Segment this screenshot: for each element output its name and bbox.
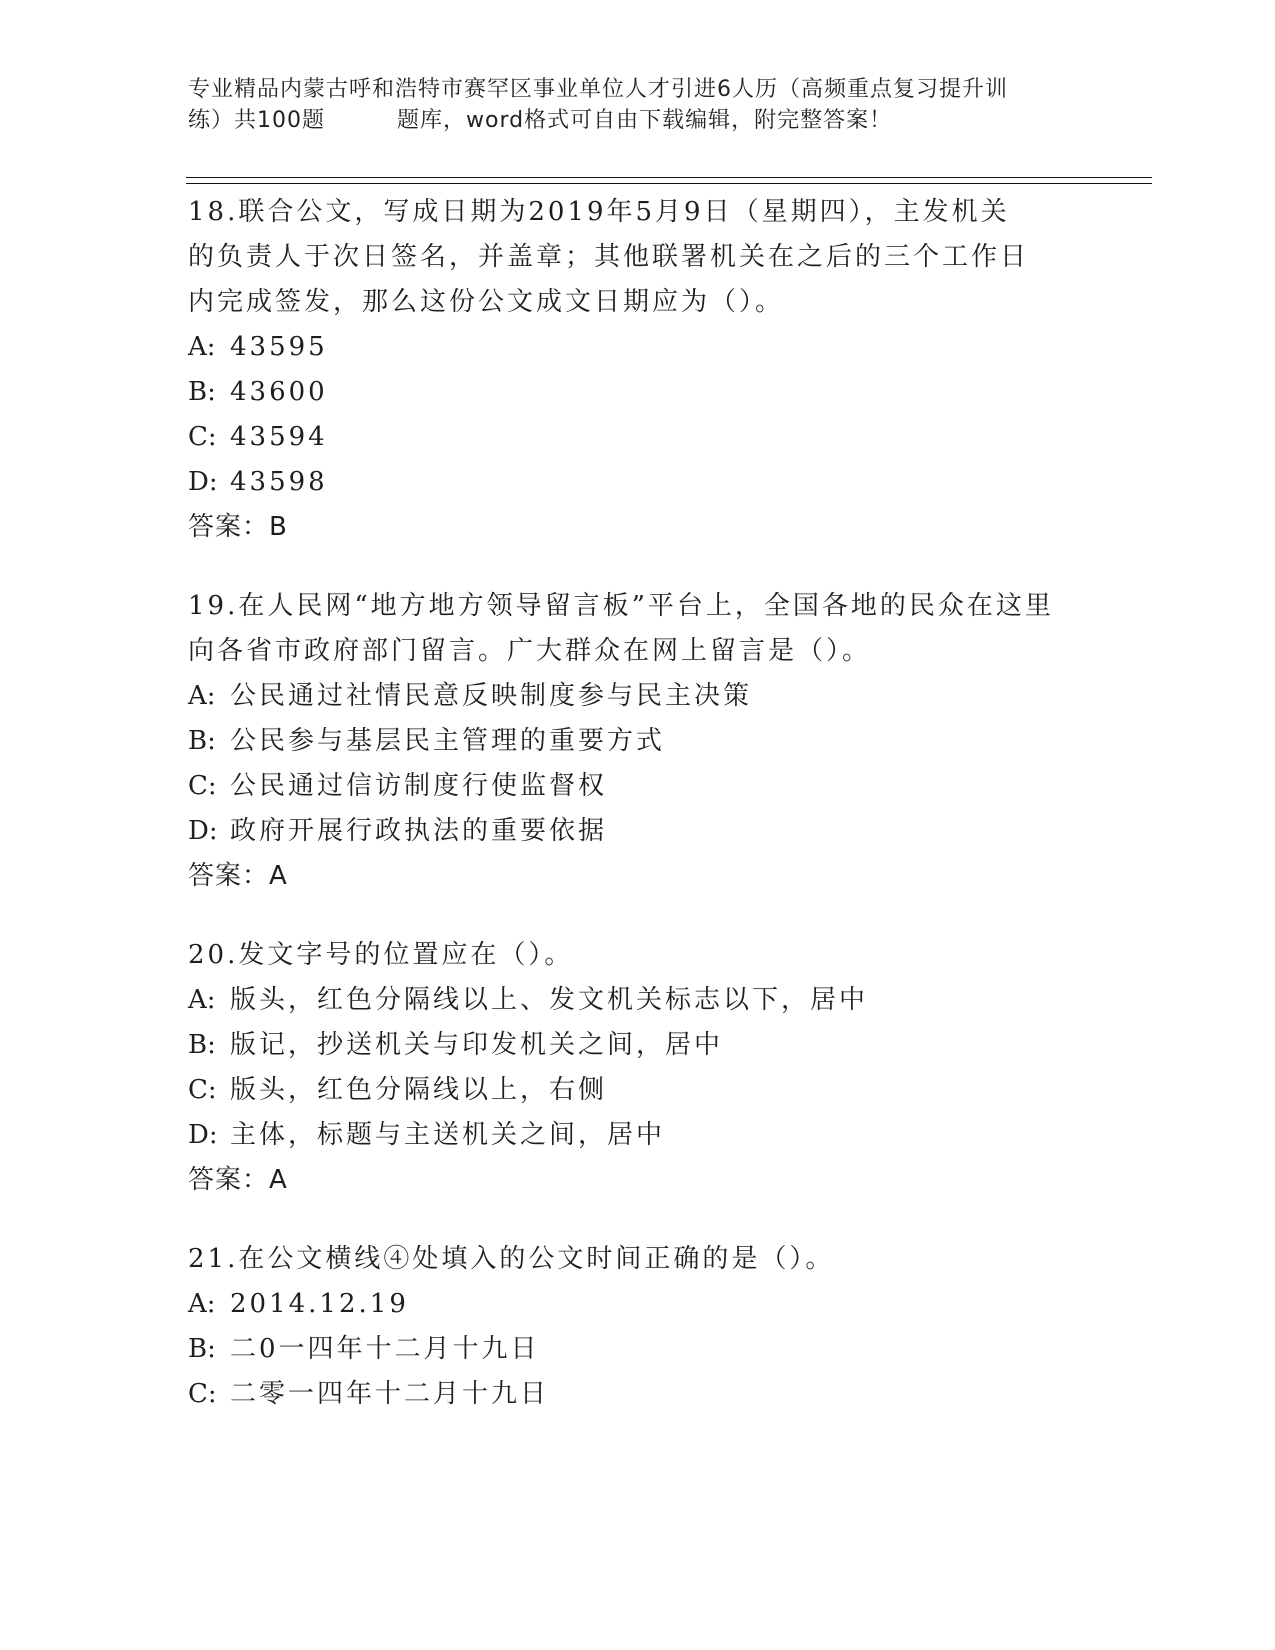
- option-letter: C:: [188, 422, 217, 452]
- option-letter: B:: [188, 377, 216, 407]
- option-letter: B:: [188, 1030, 216, 1060]
- option-text: 版头，红色分隔线以上、发文机关标志以下，居中: [230, 985, 869, 1015]
- question-text: 21.在公文横线④处填入的公文时间正确的是（）。: [188, 1244, 835, 1274]
- option-letter: D:: [188, 467, 218, 497]
- option-letter: B:: [188, 1334, 216, 1364]
- option-text: 公民通过社情民意反映制度参与民主决策: [230, 681, 753, 711]
- option-a: [188, 674, 1088, 719]
- option-d: [188, 460, 1088, 505]
- option-letter: C:: [188, 1379, 217, 1409]
- option-b: [188, 719, 1088, 764]
- option-b: [188, 1023, 1088, 1068]
- option-letter: A:: [188, 332, 216, 362]
- option-d: [188, 1113, 1088, 1158]
- option-a: [188, 325, 1088, 370]
- question-21: [188, 1237, 1088, 1417]
- option-text: 公民参与基层民主管理的重要方式: [230, 726, 666, 756]
- option-c: [188, 415, 1088, 460]
- option-letter: A:: [188, 681, 216, 711]
- option-c: [188, 764, 1088, 809]
- option-c: [188, 1372, 1088, 1417]
- option-b: [188, 1327, 1088, 1372]
- option-text: 43598: [230, 467, 328, 497]
- question-20: [188, 933, 1088, 1203]
- option-text: 43594: [230, 422, 328, 452]
- option-letter: C:: [188, 771, 217, 801]
- option-b: [188, 370, 1088, 415]
- header-divider-top: [186, 177, 1152, 178]
- option-a: [188, 978, 1088, 1023]
- option-text: 主体，标题与主送机关之间，居中: [230, 1120, 666, 1150]
- question-18: [188, 190, 1088, 550]
- option-letter: A:: [188, 985, 216, 1015]
- option-text: 政府开展行政执法的重要依据: [230, 816, 608, 846]
- header-divider-bottom: [186, 183, 1152, 184]
- option-text: 43600: [230, 377, 328, 407]
- question-list: [188, 190, 1088, 1451]
- question-text: 20.发文字号的位置应在（）。: [188, 940, 574, 970]
- header-line-1: 专业精品内蒙古呼和浩特市赛罕区事业单位人才引进6人历（高频重点复习提升训: [188, 77, 1008, 102]
- option-d: [188, 809, 1088, 854]
- question-text: 19.在人民网“地方地方领导留言板”平台上，全国各地的民众在这里向各省市政府部门留言。广大群众在网上留言是（）。: [188, 591, 1054, 666]
- option-text: 版记，抄送机关与印发机关之间，居中: [230, 1030, 724, 1060]
- question-text: 18.联合公文，写成日期为2019年5月9日（星期四），主发机关的负责人于次日签名，并盖章；其他联署机关在之后的三个工作日内完成签发，那么这份公文成文日期应为（）。: [188, 197, 1030, 317]
- option-text: 43595: [230, 332, 328, 362]
- option-c: [188, 1068, 1088, 1113]
- option-letter: D:: [188, 1120, 218, 1150]
- option-letter: A:: [188, 1289, 216, 1319]
- option-text: 2014.12.19: [230, 1289, 409, 1319]
- answer-text: 答案：A: [188, 1165, 288, 1195]
- header-line-2-part-b: 题库，word格式可自由下载编辑，附完整答案！: [397, 108, 893, 133]
- option-text: 版头，红色分隔线以上，右侧: [230, 1075, 608, 1105]
- option-text: 公民通过信访制度行使监督权: [230, 771, 608, 801]
- answer-text: 答案：A: [188, 861, 288, 891]
- page-header: [188, 74, 1088, 136]
- option-letter: B:: [188, 726, 216, 756]
- option-letter: C:: [188, 1075, 217, 1105]
- answer-text: 答案：B: [188, 512, 288, 542]
- header-line-2-part-a: 练）共100题: [188, 108, 325, 133]
- header-line-2: [188, 105, 1088, 136]
- option-text: 二0一四年十二月十九日: [230, 1334, 540, 1364]
- option-letter: D:: [188, 816, 218, 846]
- question-19: [188, 584, 1088, 899]
- option-text: 二零一四年十二月十九日: [230, 1379, 550, 1409]
- option-a: [188, 1282, 1088, 1327]
